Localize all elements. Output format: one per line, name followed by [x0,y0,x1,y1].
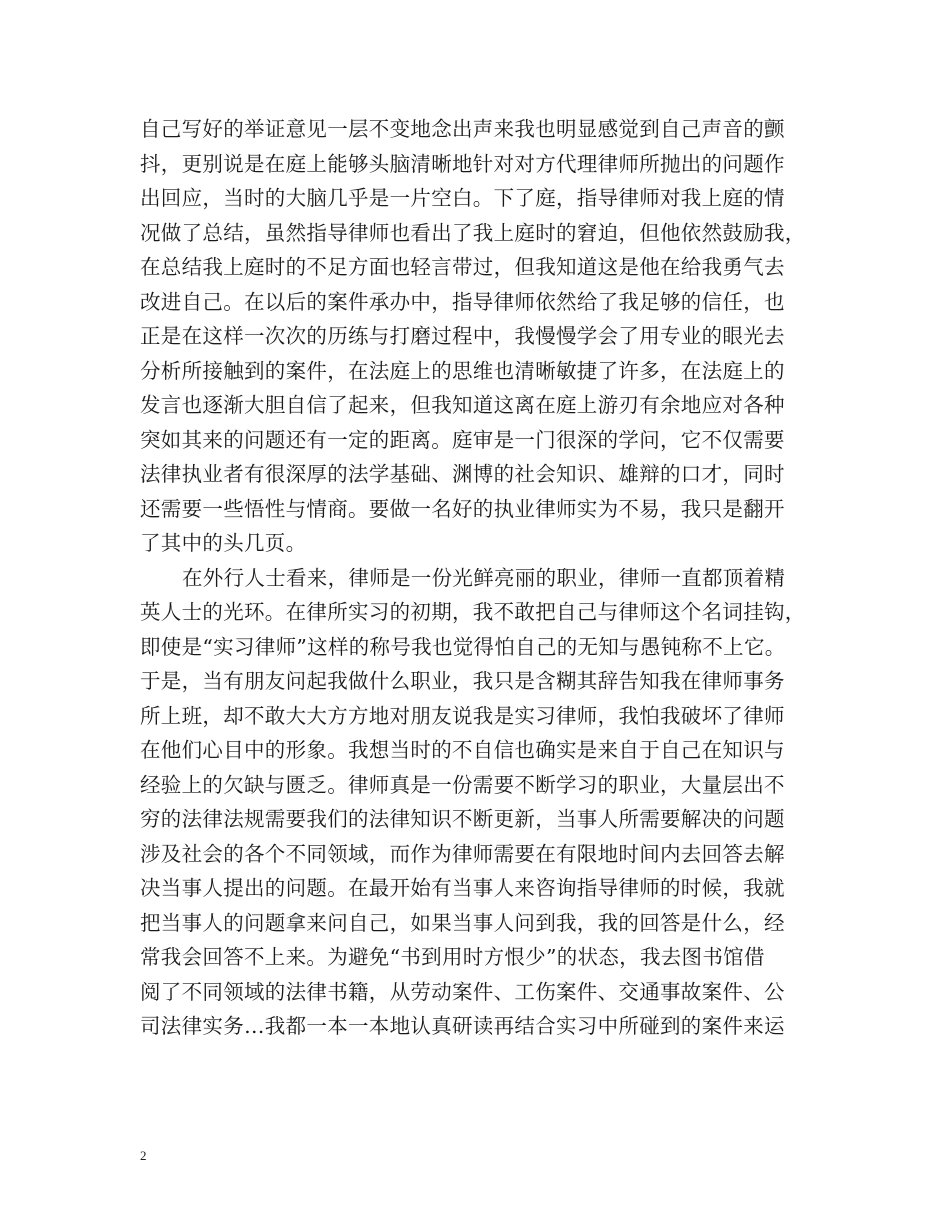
paragraph-line: 自己写好的举证意见一层不变地念出声来我也明显感觉到自己声音的颤 [140,117,785,141]
paragraph-line: 了其中的头几页。 [140,531,307,555]
paragraph-line: 突如其来的问题还有一定的距离。庭审是一门很深的学问，它不仅需要 [140,427,785,452]
paragraph-line: 出回应，当时的大脑几乎是一片空白。下了庭，指导律师对我上庭的情 [140,186,785,210]
body-text [140,112,830,1044]
paragraph-line: 改进自己。在以后的案件承办中，指导律师依然给了我足够的信任，也 [140,289,785,314]
paragraph-2 [140,561,830,1044]
paragraph-line: 还需要一些悟性与情商。要做一名好的执业律师实为不易，我只是翻开 [140,496,785,521]
paragraph-line: 分析所接触到的案件，在法庭上的思维也清晰敏捷了许多，在法庭上的 [140,358,785,383]
paragraph-line: 决当事人提出的问题。在最开始有当事人来咨询指导律师的时候，我就 [140,876,785,900]
page-number: 2 [140,1148,147,1163]
paragraph-line: 阅了不同领域的法律书籍，从劳动案件、工伤案件、交通事故案件、公 [140,979,785,1004]
paragraph-line: 发言也逐渐大胆自信了起来，但我知道这离在庭上游刃有余地应对各种 [140,393,785,417]
paragraph-line: 即使是“实习律师”这样的称号我也觉得怕自己的无知与愚钝称不上它。 [140,634,786,659]
paragraph-line: 司法律实务…我都一本一本地认真研读再结合实习中所碰到的案件来运 [140,1014,785,1038]
paragraph-line: 常我会回答不上来。为避免“书到用时方恨少”的状态，我去图书馆借 [140,945,765,969]
paragraph-1 [140,112,830,561]
paragraph-line: 法律执业者有很深厚的法学基础、渊博的社会知识、雄辩的口才，同时 [140,462,785,486]
paragraph-line: 英人士的光环。在律所实习的初期，我不敢把自己与律师这个名词挂钩， [140,600,806,624]
paragraph-line: 涉及社会的各个不同领域，而作为律师需要在有限地时间内去回答去解 [140,841,785,866]
paragraph-line: 在他们心目中的形象。我想当时的不自信也确实是来自于自己在知识与 [140,738,785,762]
paragraph-line: 正是在这样一次次的历练与打磨过程中，我慢慢学会了用专业的眼光去 [140,324,785,348]
paragraph-line: 抖，更别说是在庭上能够头脑清晰地针对对方代理律师所抛出的问题作 [140,151,785,176]
paragraph-line: 把当事人的问题拿来问自己，如果当事人问到我，我的回答是什么，经 [140,910,785,935]
paragraph-line: 在外行人士看来，律师是一份光鲜亮丽的职业，律师一直都顶着精 [182,565,786,590]
paragraph-line: 所上班，却不敢大大方方地对朋友说我是实习律师，我怕我破坏了律师 [140,703,785,728]
paragraph-line: 穷的法律法规需要我们的法律知识不断更新，当事人所需要解决的问题 [140,807,785,831]
paragraph-line: 于是，当有朋友问起我做什么职业，我只是含糊其辞告知我在律师事务 [140,669,785,693]
paragraph-line: 况做了总结，虽然指导律师也看出了我上庭时的窘迫，但他依然鼓励我， [140,220,806,245]
paragraph-line: 经验上的欠缺与匮乏。律师真是一份需要不断学习的职业，大量层出不 [140,772,785,797]
paragraph-line: 在总结我上庭时的不足方面也轻言带过，但我知道这是他在给我勇气去 [140,255,785,279]
